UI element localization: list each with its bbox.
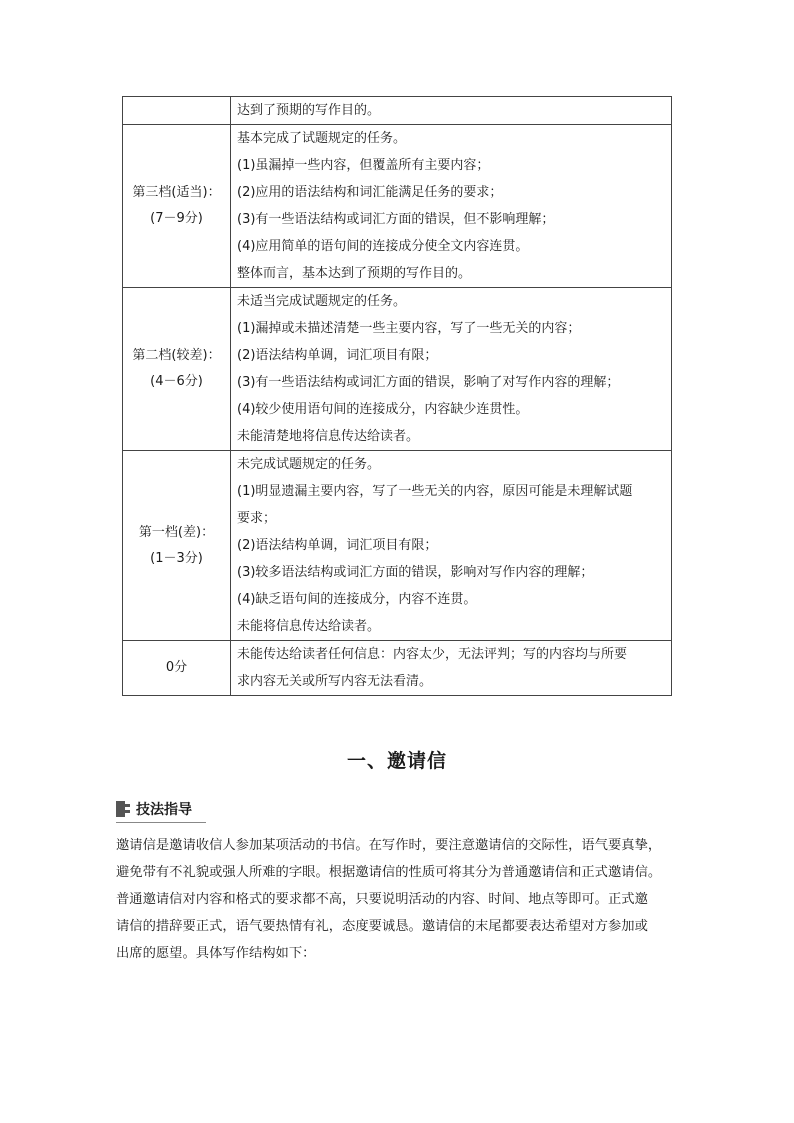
rubric-level-name: 第一档(差)： [138,524,215,540]
section-title: 一、邀请信 [346,750,447,772]
subhead [116,798,192,820]
rubric-line: 整体而言，基本达到了预期的写作目的。 [237,266,472,281]
rubric-line: (1)虽漏掉一些内容，但覆盖所有主要内容； [237,158,490,173]
rubric-level-cell-empty [123,97,231,125]
rubric-line: 达到了预期的写作目的。 [237,103,381,118]
rubric-line: (4)应用简单的语句间的连接成分使全文内容连贯。 [237,239,529,254]
body-line: 请信的措辞要正式，语气要热情有礼，态度要诚恳。邀请信的末尾都要表达希望对方参加或 [116,919,648,934]
rubric-continuation-row [123,97,672,125]
rubric-line: (1)漏掉或未描述清楚一些主要内容，写了一些无关的内容； [237,321,581,336]
rubric-line: 求内容无关或所写内容无法看清。 [237,674,433,689]
rubric-line: 未能传达给读者任何信息：内容太少，无法评判；写的内容均与所要 [237,647,628,662]
rubric-row [123,125,672,288]
rubric-level-cell [123,641,231,696]
rubric-line: (2)语法结构单调，词汇项目有限； [237,538,438,553]
rubric-level-cell [123,288,231,451]
subhead-label: 技法指导 [136,802,192,818]
rubric-level-score: (7－9分) [150,211,203,226]
rubric-level-name: 第三档(适当)： [132,185,221,200]
body-line: 普通邀请信对内容和格式的要求都不高，只要说明活动的内容、时间、地点等即可。正式邀 [116,892,648,907]
rubric-line: (1)明显遗漏主要内容，写了一些无关的内容，原因可能是未理解试题 [237,484,633,499]
rubric-desc-cell [231,97,672,125]
rubric-desc-cell [231,125,672,288]
rubric-desc-cell [231,451,672,641]
rubric-line: 未能清楚地将信息传达给读者。 [237,429,420,444]
rubric-level-name: 第二档(较差)： [132,348,221,363]
body-line: 出席的愿望。具体写作结构如下： [116,946,316,961]
scoring-rubric-table [122,96,672,696]
rubric-line: 基本完成了试题规定的任务。 [237,131,407,146]
section-marker-icon [116,801,130,817]
body-line: 邀请信是邀请收信人参加某项活动的书信。在写作时，要注意邀请信的交际性，语气要真挚， [116,838,662,853]
rubric-desc-cell [231,288,672,451]
rubric-line: 未适当完成试题规定的任务。 [237,294,407,309]
rubric-line: 未完成试题规定的任务。 [237,457,381,472]
rubric-line: (3)有一些语法结构或词汇方面的错误，影响了对写作内容的理解； [237,375,620,390]
rubric-desc-cell [231,641,672,696]
subhead-underline [116,822,206,823]
rubric-line: 未能将信息传达给读者。 [237,619,381,634]
rubric-line: (4)缺乏语句间的连接成分，内容不连贯。 [237,592,477,607]
rubric-row [123,451,672,641]
body-paragraph [116,832,680,967]
rubric-line: (3)较多语法结构或词汇方面的错误，影响对写作内容的理解； [237,565,594,580]
rubric-level-name: 0分 [165,660,188,675]
rubric-level-score: (4－6分) [150,374,203,389]
rubric-level-cell [123,451,231,641]
body-line: 避免带有不礼貌或强人所难的字眼。根据邀请信的性质可将其分为普通邀请信和正式邀请信。 [116,865,662,880]
rubric-line: 要求； [237,511,277,526]
rubric-line: (3)有一些语法结构或词汇方面的错误，但不影响理解； [237,212,555,227]
rubric-level-cell [123,125,231,288]
rubric-row [123,288,672,451]
rubric-level-score: (1－3分) [150,550,203,566]
rubric-line: (4)较少使用语句间的连接成分，内容缺少连贯性。 [237,402,529,417]
rubric-row [123,641,672,696]
rubric-line: (2)应用的语法结构和词汇能满足任务的要求； [237,185,503,200]
rubric-line: (2)语法结构单调，词汇项目有限； [237,348,438,363]
